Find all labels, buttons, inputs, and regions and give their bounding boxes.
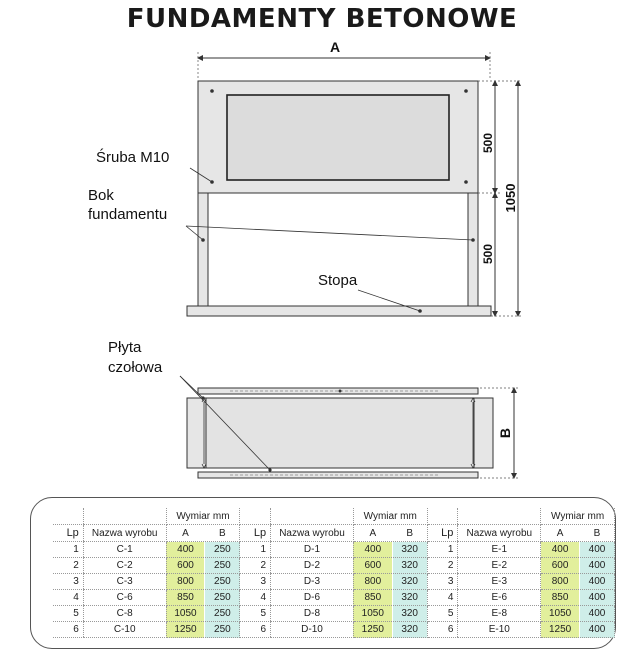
table-cell-name: E-2	[458, 558, 541, 574]
table-cell-a: 800	[353, 574, 392, 590]
table-cell-a: 1050	[166, 606, 205, 622]
table-cell-lp: 6	[240, 622, 271, 638]
table-cell-lp: 6	[427, 622, 458, 638]
table-cell-b: 400	[580, 622, 615, 638]
label-side-line2: fundamentu	[88, 206, 168, 223]
table-cell-lp: 4	[53, 590, 83, 606]
table-row	[53, 606, 615, 622]
table-cell-name: D-3	[271, 574, 354, 590]
table-cell-b: 320	[392, 606, 427, 622]
table-cell-a: 1250	[353, 622, 392, 638]
table-header-empty	[427, 508, 458, 525]
page-title: FUNDAMENTY BETONOWE	[126, 4, 518, 34]
label-side-line1: Bok	[88, 187, 114, 204]
table-row	[53, 590, 615, 606]
table-cell-name: D-8	[271, 606, 354, 622]
table-cell-name: D-2	[271, 558, 354, 574]
table-cell-lp: 1	[240, 542, 271, 558]
table-header-lp: Lp	[240, 525, 271, 542]
dimension-upper-label: 500	[481, 132, 495, 154]
table-cell-b: 400	[580, 542, 615, 558]
table-cell-a: 400	[353, 542, 392, 558]
table-row	[53, 558, 615, 574]
table-header-name: Nazwa wyrobu	[83, 525, 166, 542]
table-cell-a: 400	[541, 542, 580, 558]
table-cell-b: 400	[580, 590, 615, 606]
table-cell-lp: 6	[53, 622, 83, 638]
table-header-a: A	[353, 525, 392, 542]
label-plate-line2: czołowa	[108, 359, 163, 376]
table-cell-b: 400	[580, 558, 615, 574]
table-cell-b: 320	[392, 590, 427, 606]
table-cell-b: 320	[392, 574, 427, 590]
table-cell-lp: 2	[53, 558, 83, 574]
table-header-lp: Lp	[427, 525, 458, 542]
table-cell-name: D-10	[271, 622, 354, 638]
table-cell-a: 600	[166, 558, 205, 574]
table-cell-lp: 1	[427, 542, 458, 558]
table-header-dimension: Wymiar mm	[541, 508, 615, 525]
table-cell-b: 320	[392, 558, 427, 574]
table-header-b: B	[205, 525, 240, 542]
dimension-a-label: A	[329, 39, 341, 55]
label-plate-line1: Płyta	[108, 339, 142, 356]
table-header-row	[53, 525, 615, 542]
table-cell-lp: 4	[427, 590, 458, 606]
table-header-dimension: Wymiar mm	[166, 508, 240, 525]
plan-view	[108, 339, 520, 478]
table-header-b: B	[580, 525, 615, 542]
plate-window	[227, 95, 449, 180]
table-cell-lp: 5	[427, 606, 458, 622]
table-cell-lp: 5	[240, 606, 271, 622]
table-cell-lp: 1	[53, 542, 83, 558]
front-view	[88, 39, 522, 316]
table-cell-b: 400	[580, 606, 615, 622]
table-cell-b: 250	[205, 590, 240, 606]
table-cell-b: 320	[392, 542, 427, 558]
table-cell-b: 400	[580, 574, 615, 590]
table-header-empty	[458, 508, 541, 525]
table-header-name: Nazwa wyrobu	[271, 525, 354, 542]
dimension-lower-label: 500	[481, 243, 495, 265]
table-cell-name: E-1	[458, 542, 541, 558]
table-cell-lp: 2	[427, 558, 458, 574]
table-row	[53, 574, 615, 590]
product-table	[53, 508, 615, 638]
table-cell-b: 250	[205, 558, 240, 574]
table-cell-a: 600	[353, 558, 392, 574]
table-cell-a: 1250	[166, 622, 205, 638]
table-cell-b: 250	[205, 622, 240, 638]
table-cell-lp: 3	[53, 574, 83, 590]
dimension-b-label: B	[497, 427, 513, 439]
table-cell-name: C-8	[83, 606, 166, 622]
table-cell-lp: 3	[240, 574, 271, 590]
table-cell-lp: 3	[427, 574, 458, 590]
table-cell-a: 800	[541, 574, 580, 590]
foot	[187, 306, 491, 316]
table-cell-a: 400	[166, 542, 205, 558]
table-cell-a: 1050	[353, 606, 392, 622]
table-cell-name: E-10	[458, 622, 541, 638]
table-cell-name: C-6	[83, 590, 166, 606]
table-cell-a: 850	[541, 590, 580, 606]
table-cell-a: 1250	[541, 622, 580, 638]
table-cell-a: 850	[353, 590, 392, 606]
table-header-a: A	[541, 525, 580, 542]
table-header-name: Nazwa wyrobu	[458, 525, 541, 542]
table-header-a: A	[166, 525, 205, 542]
table-cell-a: 850	[166, 590, 205, 606]
side-wall-right	[468, 193, 478, 306]
table-row	[53, 542, 615, 558]
product-table-panel	[30, 497, 616, 649]
table-cell-name: C-1	[83, 542, 166, 558]
label-bolt: Śruba M10	[96, 149, 170, 166]
table-header-b: B	[392, 525, 427, 542]
table-cell-b: 320	[392, 622, 427, 638]
table-header-row	[53, 508, 615, 525]
table-cell-lp: 4	[240, 590, 271, 606]
table-cell-name: C-2	[83, 558, 166, 574]
table-header-empty	[83, 508, 166, 525]
table-cell-a: 600	[541, 558, 580, 574]
table-header-empty	[271, 508, 354, 525]
table-cell-name: E-3	[458, 574, 541, 590]
table-cell-name: E-6	[458, 590, 541, 606]
table-cell-a: 800	[166, 574, 205, 590]
table-cell-name: D-6	[271, 590, 354, 606]
table-cell-name: C-10	[83, 622, 166, 638]
plan-inner	[206, 398, 474, 468]
table-cell-lp: 2	[240, 558, 271, 574]
table-header-lp: Lp	[53, 525, 83, 542]
table-header-empty	[240, 508, 271, 525]
table-cell-b: 250	[205, 542, 240, 558]
table-cell-b: 250	[205, 574, 240, 590]
side-wall-left	[198, 193, 208, 306]
table-row	[53, 622, 615, 638]
table-header-empty	[53, 508, 83, 525]
table-header-dimension: Wymiar mm	[353, 508, 427, 525]
table-cell-a: 1050	[541, 606, 580, 622]
table-cell-lp: 5	[53, 606, 83, 622]
table-cell-name: C-3	[83, 574, 166, 590]
table-cell-name: E-8	[458, 606, 541, 622]
label-foot: Stopa	[318, 272, 358, 289]
dimension-total-label: 1050	[503, 183, 518, 213]
table-cell-b: 250	[205, 606, 240, 622]
table-cell-name: D-1	[271, 542, 354, 558]
